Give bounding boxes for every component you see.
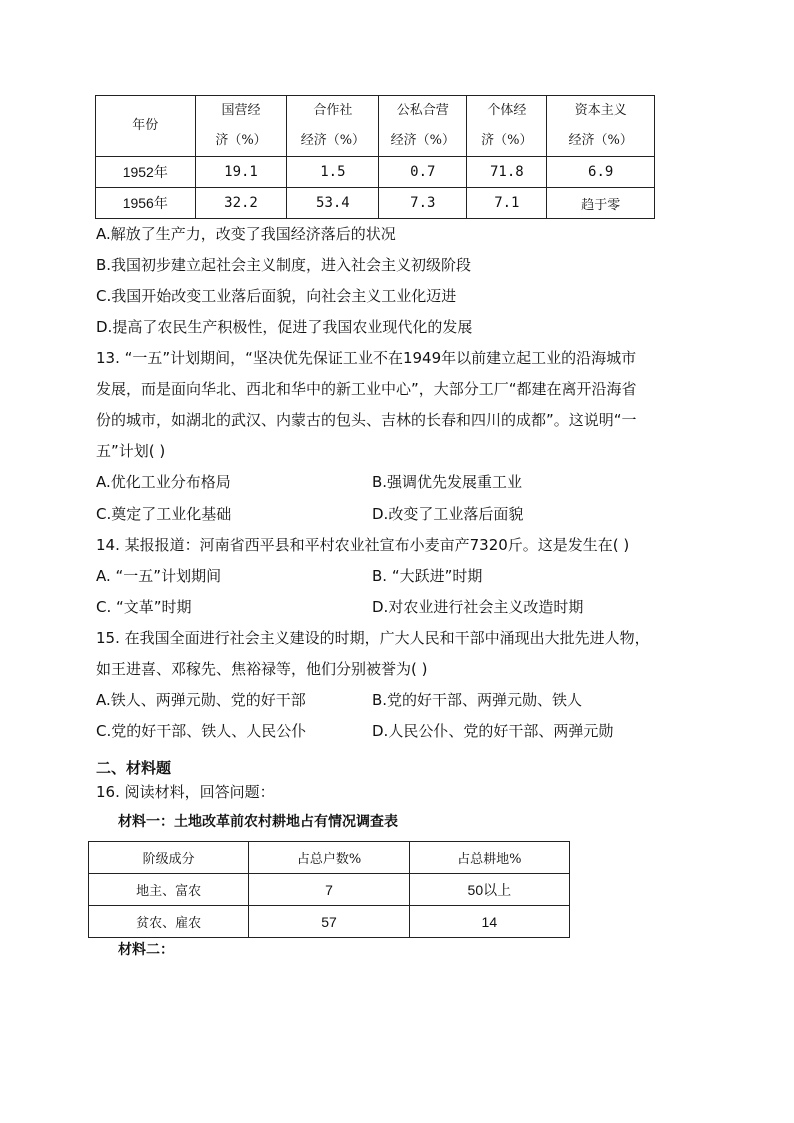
q14-option-d: D.对农业进行社会主义改造时期	[372, 598, 584, 616]
table-cell: 53.4	[287, 188, 379, 219]
table-cell: 32.2	[195, 188, 287, 219]
economy-composition-table	[95, 95, 655, 219]
q14-option-c: C. “文革”时期	[96, 598, 192, 616]
header-cell	[287, 96, 379, 157]
header-cell	[547, 96, 655, 157]
q13-option-b: B.强调优先发展重工业	[372, 473, 523, 491]
q14-option-a: A. “一五”计划期间	[96, 567, 222, 585]
header-text: 年份	[132, 118, 159, 133]
table-header-row	[96, 96, 655, 157]
header-cell	[379, 96, 467, 157]
table-row	[96, 157, 655, 188]
header-text: 资本主义	[574, 103, 627, 118]
q13-option-c: C.奠定了工业化基础	[96, 505, 232, 523]
table-row	[89, 906, 570, 938]
table-cell: 19.1	[195, 157, 287, 188]
table-cell: 1.5	[287, 157, 379, 188]
header-text: 济（%）	[215, 133, 267, 148]
header-cell	[195, 96, 287, 157]
table-row	[96, 188, 655, 219]
material1-caption: 材料一：土地改革前农村耕地占有情况调查表	[118, 814, 398, 830]
q15-option-c: C.党的好干部、铁人、人民公仆	[96, 722, 307, 740]
table-cell: 地主、富农	[89, 874, 249, 906]
q15-option-b: B.党的好干部、两弹元勋、铁人	[372, 691, 583, 709]
q14-stem: 14. 某报报道：河南省西平县和平村农业社宣布小麦亩产7320斤。这是发生在( )	[96, 536, 630, 554]
header-text: 合作社	[313, 103, 353, 118]
q15-stem-line: 如王进喜、邓稼先、焦裕禄等，他们分别被誉为( )	[96, 660, 428, 678]
q13-option-a: A.优化工业分布格局	[96, 473, 231, 491]
table-header-row	[89, 842, 570, 874]
table-cell: 7.3	[379, 188, 467, 219]
header-text: 公私合营	[396, 103, 449, 118]
table-cell: 7	[249, 874, 409, 906]
header-text: 国营经	[221, 103, 261, 118]
header-text: 个体经	[487, 103, 527, 118]
q15-option-a: A.铁人、两弹元勋、党的好干部	[96, 691, 306, 709]
header-text: 济（%）	[481, 133, 533, 148]
table-cell: 50以上	[409, 874, 569, 906]
header-cell	[467, 96, 547, 157]
header-text: 经济（%）	[390, 133, 455, 148]
header-text: 经济（%）	[568, 133, 633, 148]
q14-option-b: B. “大跃进”时期	[372, 567, 483, 585]
table-cell: 趋于零	[547, 188, 655, 219]
q15-option-d: D.人民公仆、党的好干部、两弹元勋	[372, 722, 614, 740]
table-cell: 0.7	[379, 157, 467, 188]
table-cell: 7.1	[467, 188, 547, 219]
q13-stem-line: 13. “一五”计划期间，“坚决优先保证工业不在1949年以前建立起工业的沿海城市	[96, 349, 637, 367]
q13-stem-line: 五”计划( )	[96, 442, 166, 460]
table-cell: 贫农、雇农	[89, 906, 249, 938]
table-cell: 14	[409, 906, 569, 938]
q12-option-c: C.我国开始改变工业落后面貌，向社会主义工业化迈进	[96, 287, 457, 305]
table-row	[89, 874, 570, 906]
q16-stem: 16. 阅读材料，回答问题：	[96, 783, 275, 801]
table-cell: 57	[249, 906, 409, 938]
q12-option-a: A.解放了生产力，改变了我国经济落后的状况	[96, 225, 396, 243]
q13-stem-line: 发展，而是面向华北、西北和华中的新工业中心”，大部分工厂“都建在离开沿海省	[96, 380, 637, 398]
section-heading: 二、材料题	[96, 759, 172, 777]
table-cell: 71.8	[467, 157, 547, 188]
material2-caption: 材料二：	[118, 942, 174, 958]
q15-stem-line: 15. 在我国全面进行社会主义建设的时期，广大人民和干部中涌现出大批先进人物，	[96, 629, 650, 647]
table-cell: 1956年	[96, 188, 196, 219]
header-cell: 占总户数%	[249, 842, 409, 874]
q13-stem-line: 份的城市，如湖北的武汉、内蒙古的包头、吉林的长春和四川的成都”。这说明“一	[96, 411, 637, 429]
table-cell: 1952年	[96, 157, 196, 188]
header-text: 经济（%）	[300, 133, 366, 148]
header-cell: 占总耕地%	[409, 842, 569, 874]
q13-option-d: D.改变了工业落后面貌	[372, 505, 524, 523]
header-cell: 阶级成分	[89, 842, 249, 874]
land-ownership-table	[88, 841, 570, 938]
q12-option-b: B.我国初步建立起社会主义制度，进入社会主义初级阶段	[96, 256, 472, 274]
header-cell	[96, 96, 196, 157]
table-cell: 6.9	[547, 157, 655, 188]
q12-option-d: D.提高了农民生产积极性，促进了我国农业现代化的发展	[96, 318, 473, 336]
